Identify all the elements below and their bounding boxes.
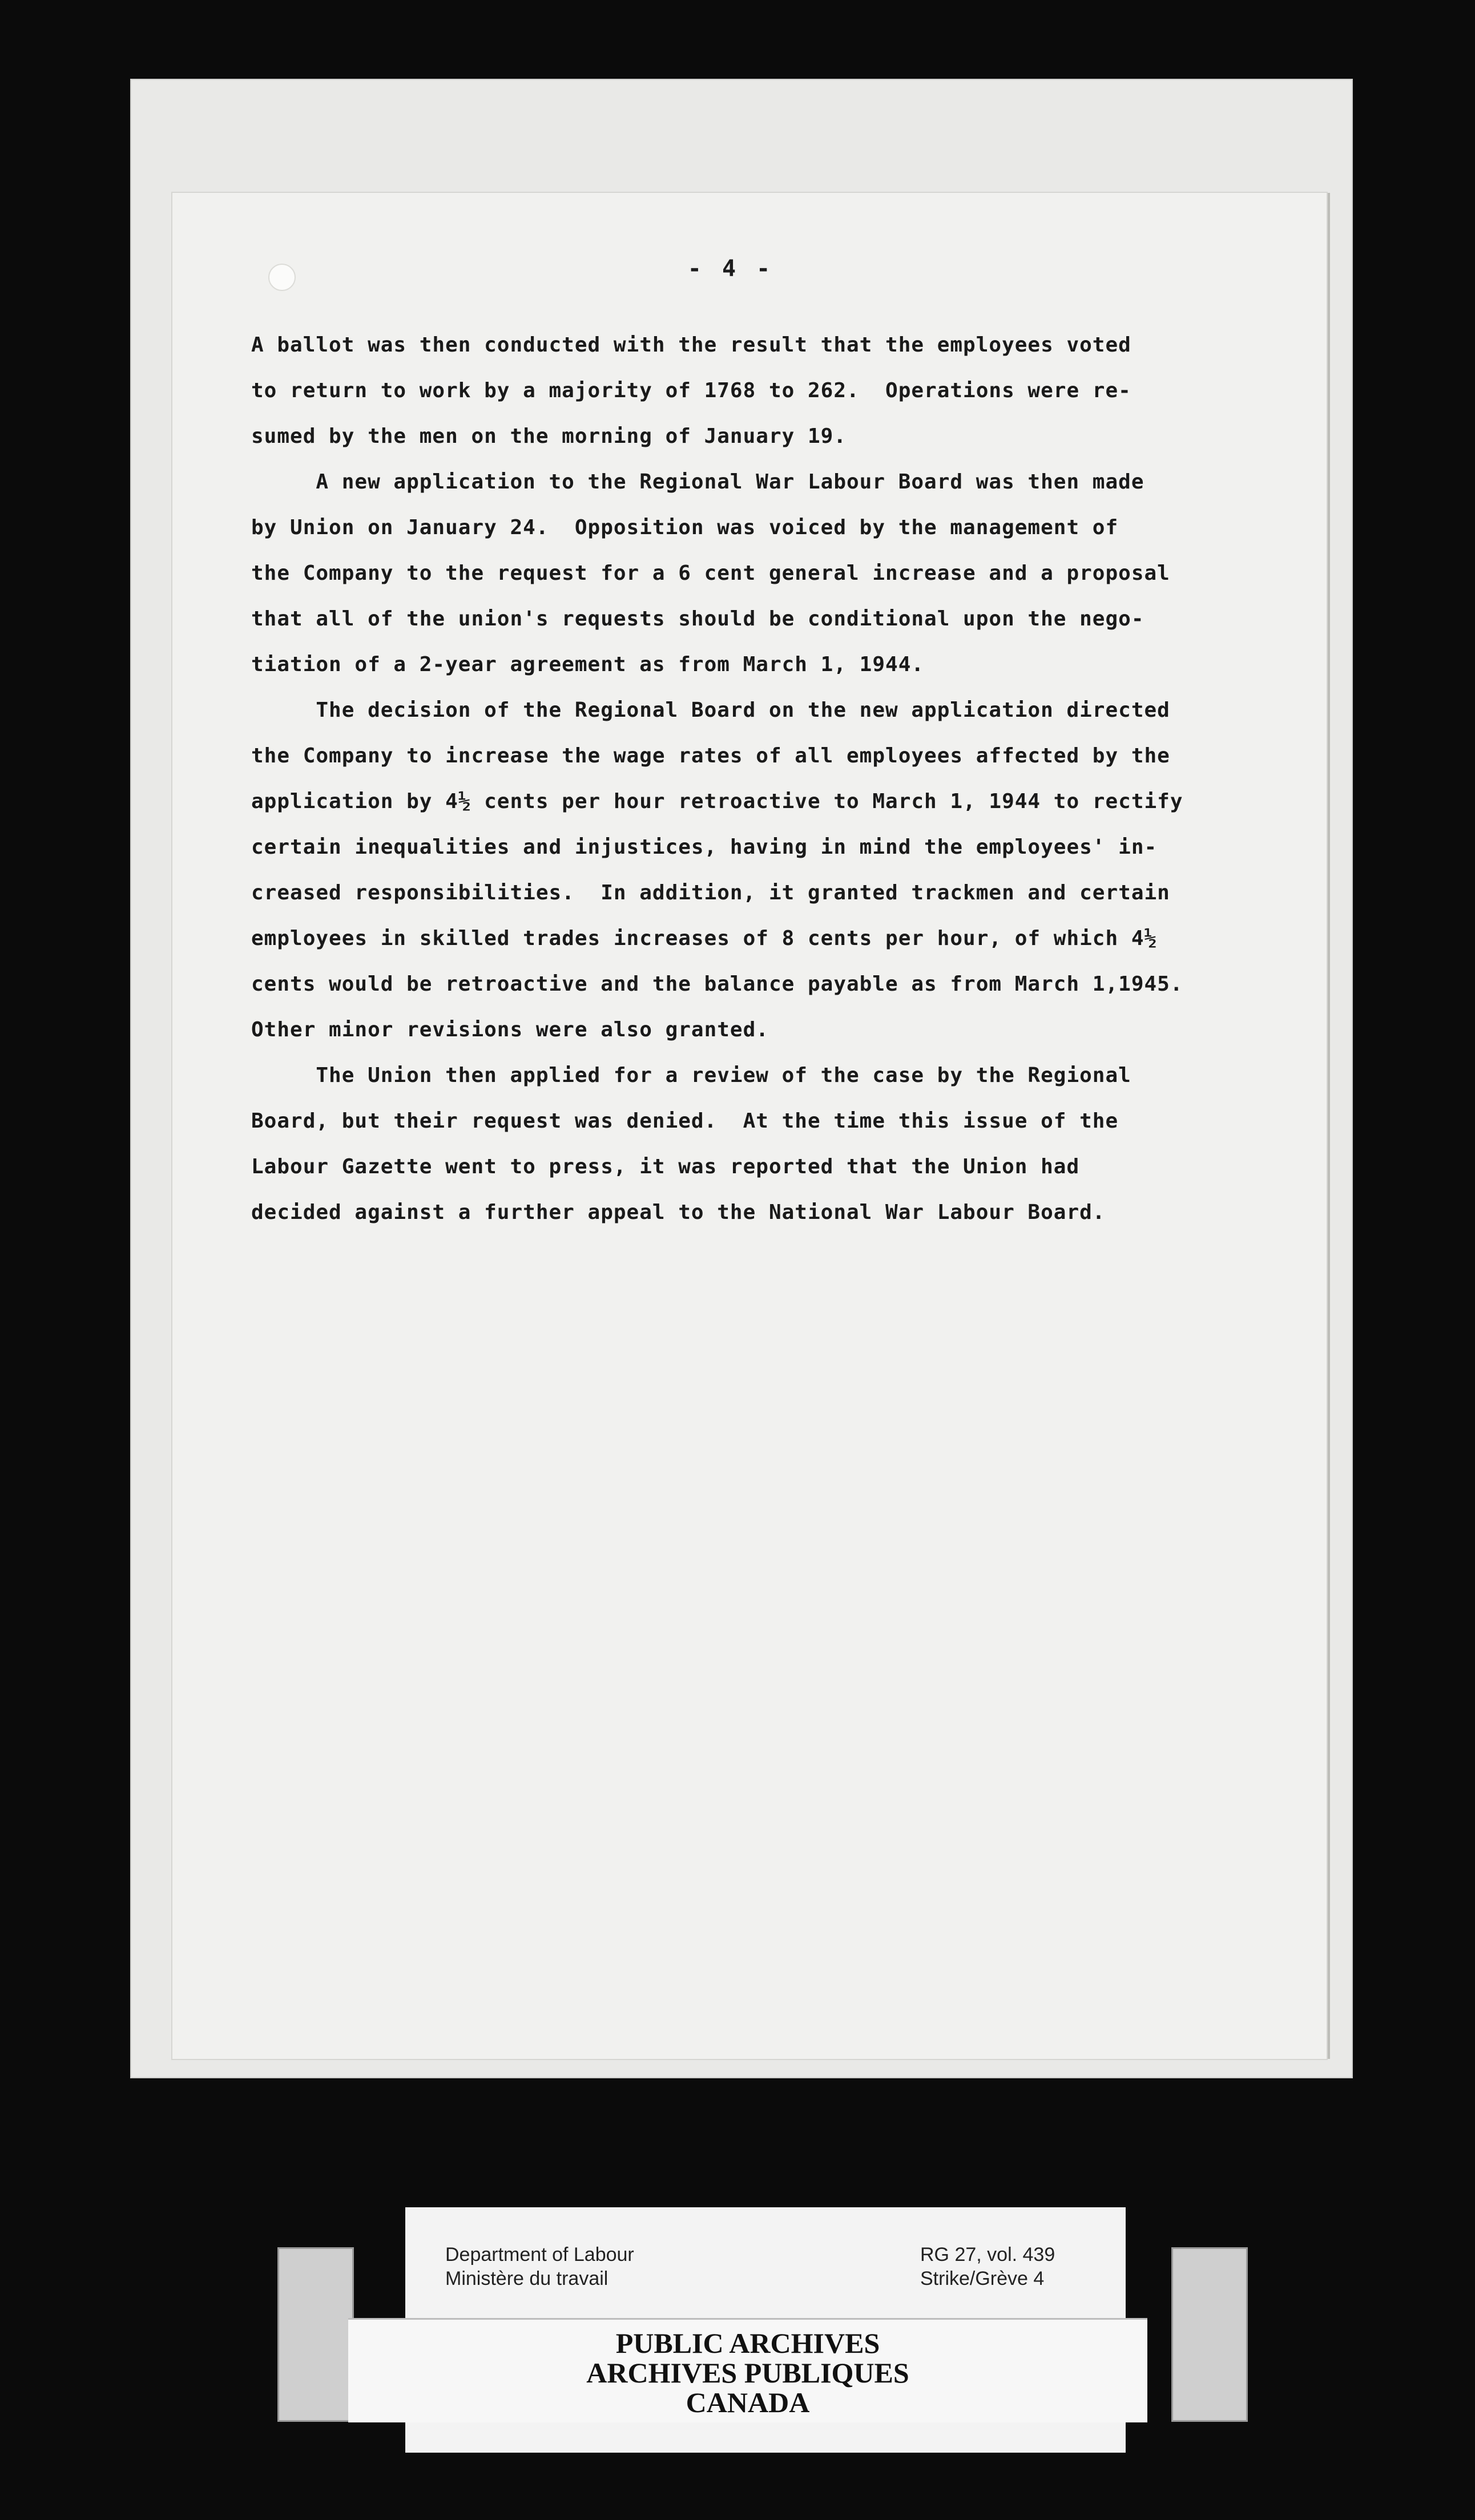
text-line: tiation of a 2-year agreement as from March 1, 1944.: [251, 653, 925, 676]
text-line: the Company to the request for a 6 cent general increase and a proposal: [251, 562, 1170, 585]
text-line: certain inequalities and injustices, having in mind the employees' in-: [251, 835, 1158, 859]
stamp-line: ARCHIVES PUBLIQUES: [586, 2357, 909, 2389]
archive-stamp: [348, 2328, 1147, 2417]
text-line: The decision of the Regional Board on the new application directed: [251, 698, 1170, 722]
department-en: Department of Labour: [445, 2244, 634, 2265]
text-line: Labour Gazette went to press, it was reported that the Union had: [251, 1155, 1080, 1178]
text-line: Board, but their request was denied. At the time this issue of the: [251, 1109, 1119, 1133]
stamp-line: PUBLIC ARCHIVES: [615, 2327, 880, 2359]
punch-hole: [268, 264, 296, 291]
text-line: A ballot was then conducted with the result that the employees voted: [251, 333, 1131, 357]
text-line: by Union on January 24. Opposition was voiced by the management of: [251, 516, 1119, 539]
text-line: decided against a further appeal to the National War Labour Board.: [251, 1201, 1106, 1224]
label-tab-left: [277, 2247, 354, 2422]
text-line: A new application to the Regional War Labour Board was then made: [251, 470, 1144, 494]
text-line: cents would be retroactive and the balance payable as from March 1,1945.: [251, 972, 1183, 996]
department-fr: Ministère du travail: [445, 2268, 608, 2289]
text-line: to return to work by a majority of 1768 to 262. Operations were re-: [251, 379, 1131, 402]
stamp-line: CANADA: [686, 2386, 810, 2418]
archive-file: Strike/Grève 4: [920, 2268, 1045, 2289]
page-number: - 4 -: [687, 256, 774, 282]
text-line: employees in skilled trades increases of 8 cents per hour, of which 4½: [251, 927, 1158, 950]
text-line: creased responsibilities. In addition, it granted trackmen and certain: [251, 881, 1170, 904]
text-line: that all of the union's requests should be conditional upon the nego-: [251, 607, 1144, 631]
text-line: sumed by the men on the morning of January 19.: [251, 425, 847, 448]
text-line: the Company to increase the wage rates of all employees affected by the: [251, 744, 1170, 768]
text-line: application by 4½ cents per hour retroactive to March 1, 1944 to rectify: [251, 790, 1183, 813]
document-body: [251, 322, 1290, 1235]
archive-reference: RG 27, vol. 439: [920, 2244, 1055, 2265]
text-line: The Union then applied for a review of the case by the Regional: [251, 1064, 1131, 1087]
label-tab-right: [1171, 2247, 1248, 2422]
text-line: Other minor revisions were also granted.: [251, 1018, 769, 1041]
